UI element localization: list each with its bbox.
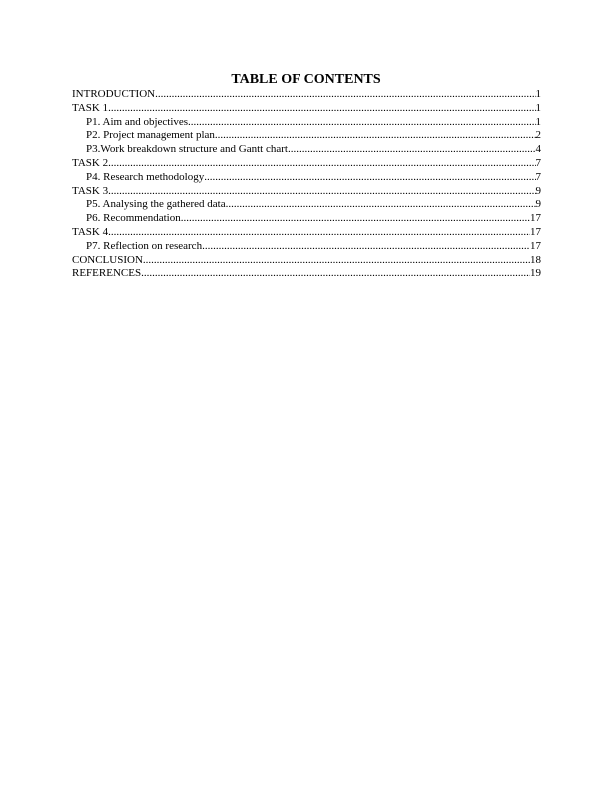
- toc-page-number: 7: [535, 170, 541, 183]
- toc-page-number: 1: [535, 115, 541, 128]
- toc-entry-label: REFERENCES: [72, 267, 142, 280]
- toc-page-number: 9: [535, 184, 541, 197]
- toc-dot-leader: [204, 171, 535, 185]
- toc-entry-label: INTRODUCTION: [72, 88, 156, 100]
- toc-page-number: 17: [530, 212, 541, 225]
- toc-entry-label: P6. Recommendation: [86, 212, 181, 225]
- toc-dot-leader: [181, 212, 530, 226]
- toc-entry-p4-research-methodology[interactable]: [72, 171, 541, 185]
- toc-entry-p7-reflection[interactable]: [72, 240, 541, 254]
- toc-entry-label: TASK 1: [72, 101, 109, 114]
- toc-dot-leader: [188, 116, 535, 130]
- toc-entry-label: P7. Reflection on research: [86, 239, 203, 252]
- toc-page-number: 2: [535, 129, 541, 142]
- toc-entry-label: CONCLUSION: [72, 253, 143, 266]
- page-title: TABLE OF CONTENTS: [231, 72, 381, 87]
- toc-entry-task-2[interactable]: [72, 157, 541, 171]
- toc-page-number: 17: [530, 225, 541, 238]
- toc-dot-leader: [108, 102, 535, 116]
- toc-entry-label: P2. Project management plan: [86, 129, 215, 142]
- toc-page-number: 4: [535, 143, 541, 156]
- toc-dot-leader: [155, 88, 535, 102]
- toc-page-number: 1: [535, 88, 541, 100]
- toc-entry-introduction[interactable]: [72, 88, 541, 102]
- toc-page-number: 7: [535, 156, 541, 169]
- toc-entry-label: P5. Analysing the gathered data: [86, 198, 226, 211]
- toc-entry-p2-project-plan[interactable]: [72, 129, 541, 143]
- toc-dot-leader: [108, 157, 535, 171]
- toc-dot-leader: [141, 267, 530, 281]
- toc-entry-task-3[interactable]: [72, 185, 541, 199]
- table-of-contents: [72, 88, 541, 281]
- toc-page-number: 17: [530, 239, 541, 252]
- toc-entry-label: P4. Research methodology: [86, 170, 205, 183]
- toc-page-number: 9: [535, 198, 541, 211]
- toc-page-number: 18: [530, 253, 541, 266]
- toc-dot-leader: [288, 143, 536, 157]
- toc-entry-p6-recommendation[interactable]: [72, 212, 541, 226]
- toc-entry-label: TASK 3: [72, 184, 109, 197]
- toc-entry-task-1[interactable]: [72, 102, 541, 116]
- toc-dot-leader: [108, 226, 530, 240]
- toc-dot-leader: [202, 240, 530, 254]
- toc-dot-leader: [108, 185, 535, 199]
- toc-entry-label: P1. Aim and objectives: [86, 115, 189, 128]
- toc-page-number: 19: [530, 267, 541, 280]
- toc-entry-label: TASK 2: [72, 156, 109, 169]
- toc-entry-conclusion[interactable]: [72, 254, 541, 268]
- toc-entry-p5-analysing-data[interactable]: [72, 198, 541, 212]
- toc-dot-leader: [226, 198, 536, 212]
- toc-page-number: 1: [535, 101, 541, 114]
- toc-entry-p1-aim-objectives[interactable]: [72, 116, 541, 130]
- toc-entry-label: P3.Work breakdown structure and Gantt chart: [86, 143, 288, 156]
- toc-entry-task-4[interactable]: [72, 226, 541, 240]
- toc-entry-p3-wbs-gantt[interactable]: [72, 143, 541, 157]
- toc-dot-leader: [215, 129, 536, 143]
- toc-entry-references[interactable]: [72, 267, 541, 281]
- toc-dot-leader: [143, 254, 530, 268]
- toc-entry-label: TASK 4: [72, 225, 109, 238]
